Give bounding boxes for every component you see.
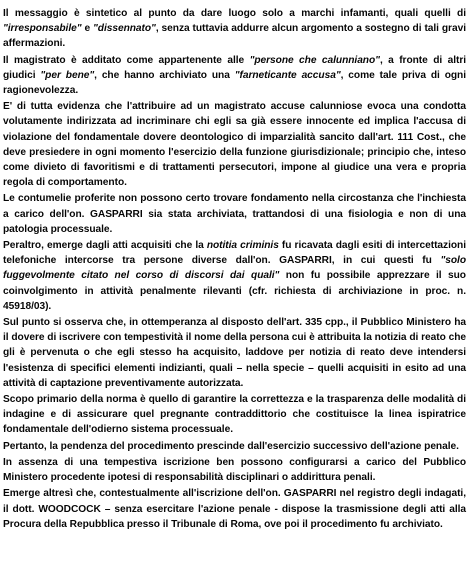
paragraph-text: Sul punto si osserva che, in ottemperanza al disposto dell'art. 335 cpp., il Pubblico Ministero ha il dovere di iscrivere con tempestività il nome della persona cui è attribuita la notizia di reato che gli è pervenuta o che egli stesso ha acquisito, laddove per notizia di reato deve intendersi l'esistenza di specifici elementi indizianti, quali – nella specie – quelli acquisiti in esito ad una attività di captazione preventivamente autorizzata. bbox=[3, 317, 466, 389]
paragraph-text: Peraltro, emerge dagli atti acquisiti che la bbox=[3, 240, 207, 252]
paragraph-10 bbox=[3, 486, 466, 532]
paragraph-text: , che hanno archiviato una bbox=[94, 69, 235, 81]
paragraph-text: Scopo primario della norma è quello di garantire la correttezza e la trasparenza delle modalità di indagine e di assicurare quel pregnante contraddittorio che costituisce la linea ispiratrice fondamentale dell'odierno sistema processuale. bbox=[3, 394, 466, 436]
paragraph-text: Emerge altresì che, contestualmente all'iscrizione dell'on. GASPARRI nel registro degli indagati, il dott. WOODCOCK – senza esercitare l'azione penale - dispose la trasmissione degli atti alla Procura della Repubblica presso il Tribunale di Roma, ove poi il procedimento fu archiviato. bbox=[3, 488, 466, 530]
paragraph-text: Il magistrato è additato come appartenente alle bbox=[3, 54, 250, 66]
quoted-text: "per bene" bbox=[40, 69, 95, 81]
paragraph-text: Il messaggio è sintetico al punto da dare luogo solo a marchi infamanti, quali quelli di bbox=[3, 8, 466, 19]
quoted-text: "farneticante accusa" bbox=[234, 69, 341, 81]
quoted-text: "dissennato" bbox=[93, 23, 156, 35]
paragraph-text: , senza tuttavia addurre alcun argomento a sostegno di tali gravi affermazioni. bbox=[3, 23, 466, 50]
paragraph-2 bbox=[3, 53, 466, 99]
paragraph-4 bbox=[3, 191, 466, 237]
quoted-text: "persone che calunniano" bbox=[249, 54, 380, 66]
paragraph-text: fu ricavata dagli esiti di intercettazioni telefoniche intercorse tra persone diverse dall'on. GASPARRI, in cui questi fu bbox=[3, 240, 466, 267]
document-body bbox=[3, 6, 466, 532]
quoted-text: "irresponsabile" bbox=[3, 23, 82, 35]
paragraph-5 bbox=[3, 238, 466, 314]
paragraph-6 bbox=[3, 315, 466, 391]
paragraph-text: E' di tutta evidenza che l'attribuire ad un magistrato accuse calunniose evoca una condotta volutamente indirizzata ad incriminare chi egli sa già essere innocente ed implica l'accusa di violazione del fondamentale dovere deontologico di imparzialità sancito dall'art. 111 Cost., che deve presiedere in ogni momento l'esercizio della funzione giurisdizionale; principio che, inteso come divieto di favoritismi e di trattamenti persecutori, impone al giudice una vera e propria regola di comportamento. bbox=[3, 101, 466, 189]
quoted-text: "solo fuggevolmente citato nel corso di discorsi dai quali" bbox=[3, 255, 466, 282]
paragraph-text: , a fronte di altri giudici bbox=[3, 54, 467, 81]
paragraph-1 bbox=[3, 6, 466, 52]
paragraph-3 bbox=[3, 99, 466, 190]
paragraph-text: e bbox=[81, 23, 93, 35]
paragraph-text: , come tale priva di ogni ragionevolezza. bbox=[3, 69, 467, 97]
paragraph-text: Pertanto, la pendenza del procedimento prescinde dall'esercizio successivo dell'azione penale. bbox=[3, 440, 459, 452]
paragraph-8 bbox=[3, 439, 466, 454]
quoted-text: notitia criminis bbox=[206, 240, 279, 252]
paragraph-9 bbox=[3, 455, 466, 485]
paragraph-7 bbox=[3, 392, 466, 438]
paragraph-text: non fu possibile apprezzare il suo coinvolgimento in attività penalmente rilevanti (cfr. richiesta di archiviazione in proc. n. 45918/03). bbox=[3, 270, 466, 312]
paragraph-text: In assenza di una tempestiva iscrizione ben possono configurarsi a carico del Pubblico Ministero procedente ipotesi di responsabilità disciplinari o addirittura penali. bbox=[3, 456, 466, 484]
paragraph-text: Le contumelie proferite non possono certo trovare fondamento nella circostanza che l'inchiesta a carico dell'on. GASPARRI sia stata archiviata, trattandosi di una fisiologia e non di una patologia processuale. bbox=[3, 193, 466, 235]
